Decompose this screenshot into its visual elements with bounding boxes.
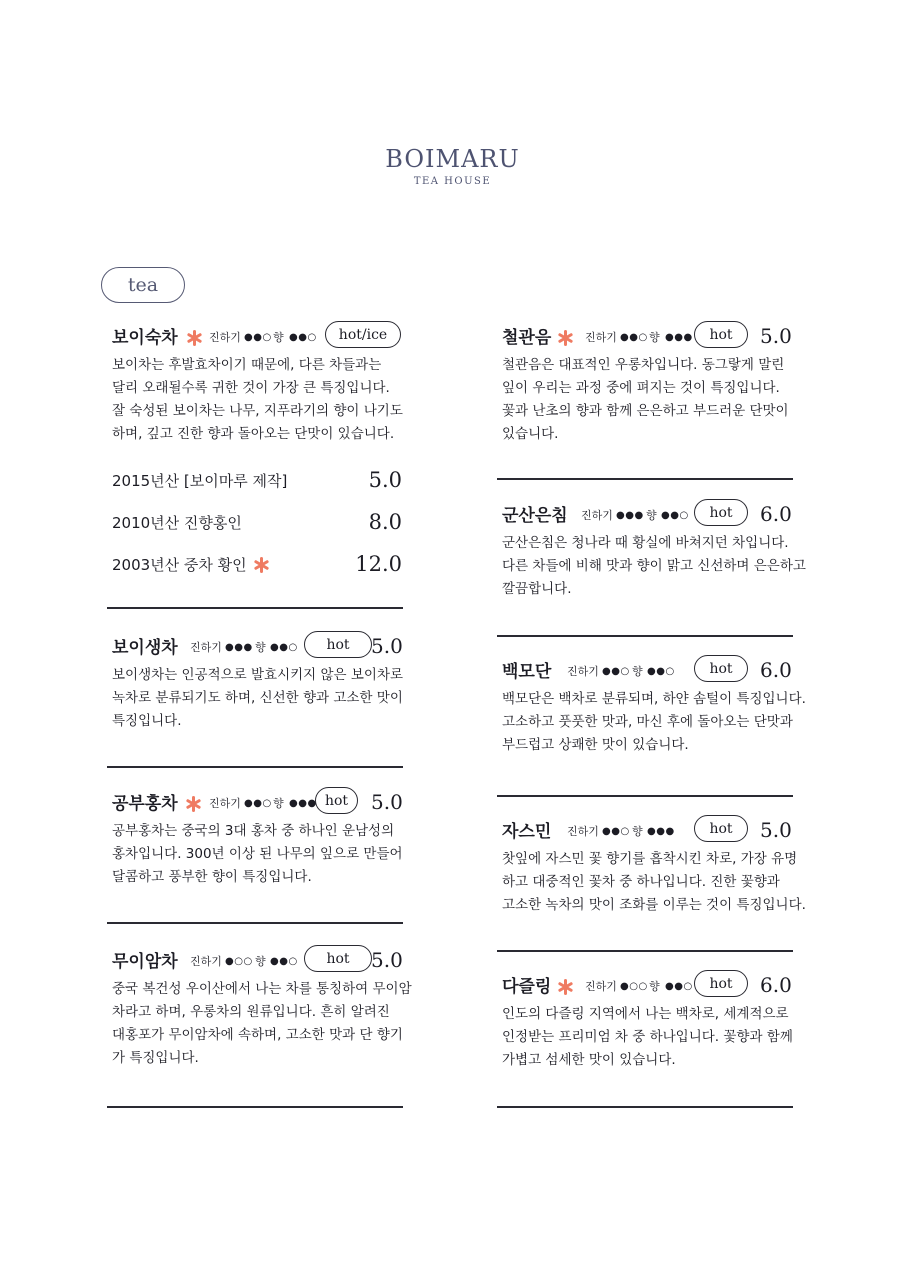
description-line: 하며, 깊고 진한 향과 돌아오는 단맛이 있습니다. [112, 426, 395, 442]
aroma-dots: ●●○ [270, 642, 298, 653]
aroma-label: 향 [273, 331, 284, 344]
variant-name: 2015년산 [보이마루 제작] [112, 472, 288, 490]
item-description [502, 354, 789, 446]
strength-dots: ●○○ [620, 981, 648, 992]
item-description [112, 664, 403, 733]
divider [497, 1106, 793, 1108]
strength-dots: ●●○ [602, 826, 630, 837]
description-line: 공부홍차는 중국의 3대 홍차 중 하나인 운남성의 [112, 823, 395, 839]
brand-name: BOIMARU [385, 145, 520, 173]
description-line: 잘 숙성된 보이차는 나무, 지푸라기의 향이 나기도 [112, 403, 403, 419]
signature-asterisk-icon [186, 328, 202, 348]
item-name: 보이숙차 [112, 328, 178, 348]
brand-logo [0, 146, 905, 187]
strength-dots: ●●○ [620, 332, 648, 343]
item-name: 군산은침 [502, 506, 568, 526]
aroma-dots: ●●● [289, 798, 317, 809]
description-line: 부드럽고 상쾌한 맛이 있습니다. [502, 737, 689, 753]
variant-price: 8.0 [368, 510, 402, 534]
strength-dots: ●●○ [602, 666, 630, 677]
description-line: 특징입니다. [112, 713, 182, 729]
aroma-dots: ●●○ [665, 981, 693, 992]
aroma-dots: ●●○ [270, 956, 298, 967]
signature-asterisk-icon [185, 794, 201, 814]
item-price: 5.0 [371, 948, 403, 972]
description-line: 잎이 우리는 과정 중에 펴지는 것이 특징입니다. [502, 380, 780, 396]
strength-label: 진하기 [209, 797, 241, 810]
strength-label: 진하기 [585, 331, 617, 344]
variant-row [112, 512, 402, 538]
item-name: 다즐링 [502, 977, 552, 997]
description-line: 가볍고 섬세한 맛이 있습니다. [502, 1052, 676, 1068]
item-description [502, 1003, 793, 1072]
signature-asterisk-icon [253, 555, 269, 575]
aroma-label: 향 [273, 797, 284, 810]
temperature-badge: hot [315, 787, 358, 814]
divider [497, 478, 793, 480]
strength-dots: ●○○ [225, 956, 253, 967]
strength-dots: ●●○ [244, 798, 272, 809]
description-line: 홍차입니다. 300년 이상 된 나무의 잎으로 만들어 [112, 846, 403, 862]
item-price: 5.0 [760, 324, 792, 348]
strength-label: 진하기 [585, 980, 617, 993]
divider [107, 607, 403, 609]
item-name: 자스민 [502, 822, 552, 842]
aroma-dots: ●●○ [661, 510, 689, 521]
item-description [502, 532, 806, 601]
description-line: 달콤하고 풍부한 향이 특징입니다. [112, 869, 312, 885]
description-line: 깔끔합니다. [502, 581, 572, 597]
variant-row [112, 554, 402, 580]
description-line: 보이생차는 인공적으로 발효시키지 않은 보이차로 [112, 667, 404, 683]
signature-asterisk-icon [557, 328, 573, 348]
description-line: 중국 복건성 우이산에서 나는 차를 통칭하여 무이암 [112, 981, 412, 997]
aroma-label: 향 [632, 825, 643, 838]
strength-label: 진하기 [209, 331, 241, 344]
strength-label: 진하기 [190, 955, 222, 968]
description-line: 다른 차들에 비해 맛과 향이 맑고 신선하며 은은하고 [502, 558, 806, 574]
item-price: 5.0 [371, 790, 403, 814]
description-line: 있습니다. [502, 426, 559, 442]
strength-label: 진하기 [567, 665, 599, 678]
section-label: tea [101, 267, 185, 303]
aroma-dots: ●●● [647, 826, 675, 837]
aroma-dots: ●●● [665, 332, 693, 343]
item-description [502, 688, 806, 757]
item-description [502, 848, 806, 917]
strength-label: 진하기 [581, 509, 613, 522]
strength-dots: ●●● [616, 510, 644, 521]
description-line: 차라고 하며, 우롱차의 원류입니다. 흔히 알려진 [112, 1004, 390, 1020]
item-name: 무이암차 [112, 952, 178, 972]
description-line: 대홍포가 무이암차에 속하며, 고소한 맛과 단 향기 [112, 1027, 403, 1043]
temperature-badge: hot/ice [325, 321, 401, 348]
description-line: 가 특징입니다. [112, 1050, 199, 1066]
temperature-badge: hot [694, 970, 748, 997]
aroma-label: 향 [649, 331, 660, 344]
temperature-badge: hot [694, 815, 748, 842]
aroma-label: 향 [646, 509, 657, 522]
divider [497, 950, 793, 952]
variant-price: 5.0 [368, 468, 402, 492]
aroma-dots: ●●○ [647, 666, 675, 677]
temperature-badge: hot [694, 321, 748, 348]
description-line: 인도의 다즐링 지역에서 나는 백차로, 세계적으로 [502, 1006, 789, 1022]
aroma-label: 향 [255, 955, 266, 968]
description-line: 군산은침은 청나라 때 황실에 바쳐지던 차입니다. [502, 535, 789, 551]
item-description [112, 354, 403, 446]
strength-dots: ●●○ [244, 332, 272, 343]
description-line: 인정받는 프리미엄 차 중 하나입니다. 꽃향과 함께 [502, 1029, 793, 1045]
item-price: 5.0 [371, 634, 403, 658]
strength-dots: ●●● [225, 642, 253, 653]
temperature-badge: hot [304, 631, 372, 658]
aroma-label: 향 [649, 980, 660, 993]
description-line: 고소한 녹차의 맛이 조화를 이루는 것이 특징입니다. [502, 897, 806, 913]
description-line: 녹차로 분류되기도 하며, 신선한 향과 고소한 맛이 [112, 690, 403, 706]
brand-subtitle: TEA HOUSE [413, 176, 492, 187]
variant-name: 2003년산 중차 황인 [112, 556, 247, 574]
item-name: 공부홍차 [112, 794, 178, 814]
variant-price: 12.0 [355, 552, 402, 576]
description-line: 보이차는 후발효차이기 때문에, 다른 차들과는 [112, 357, 382, 373]
item-price: 6.0 [760, 973, 792, 997]
item-price: 6.0 [760, 502, 792, 526]
description-line: 백모단은 백차로 분류되며, 하얀 솜털이 특징입니다. [502, 691, 806, 707]
temperature-badge: hot [694, 655, 748, 682]
aroma-label: 향 [632, 665, 643, 678]
strength-label: 진하기 [190, 641, 222, 654]
item-name: 보이생차 [112, 638, 178, 658]
divider [107, 1106, 403, 1108]
item-price: 6.0 [760, 658, 792, 682]
temperature-badge: hot [304, 945, 372, 972]
divider [497, 795, 793, 797]
item-name: 철관음 [502, 328, 552, 348]
description-line: 달리 오래될수록 귀한 것이 가장 큰 특징입니다. [112, 380, 390, 396]
item-price: 5.0 [760, 818, 792, 842]
signature-asterisk-icon [557, 977, 573, 997]
description-line: 고소하고 풋풋한 맛과, 마신 후에 돌아오는 단맛과 [502, 714, 793, 730]
divider [107, 922, 403, 924]
description-line: 철관음은 대표적인 우롱차입니다. 동그랗게 말린 [502, 357, 785, 373]
description-line: 찻잎에 자스민 꽃 향기를 흡착시킨 차로, 가장 유명 [502, 851, 798, 867]
variant-row [112, 470, 402, 496]
temperature-badge: hot [694, 499, 748, 526]
variant-name: 2010년산 진향홍인 [112, 514, 242, 532]
divider [107, 766, 403, 768]
description-line: 하고 대중적인 꽃차 중 하나입니다. 진한 꽃향과 [502, 874, 780, 890]
divider [497, 635, 793, 637]
aroma-dots: ●●○ [289, 332, 317, 343]
item-description [112, 978, 412, 1070]
strength-label: 진하기 [567, 825, 599, 838]
description-line: 꽃과 난초의 향과 함께 은은하고 부드러운 단맛이 [502, 403, 789, 419]
item-description [112, 820, 403, 889]
item-name: 백모단 [502, 662, 552, 682]
aroma-label: 향 [255, 641, 266, 654]
